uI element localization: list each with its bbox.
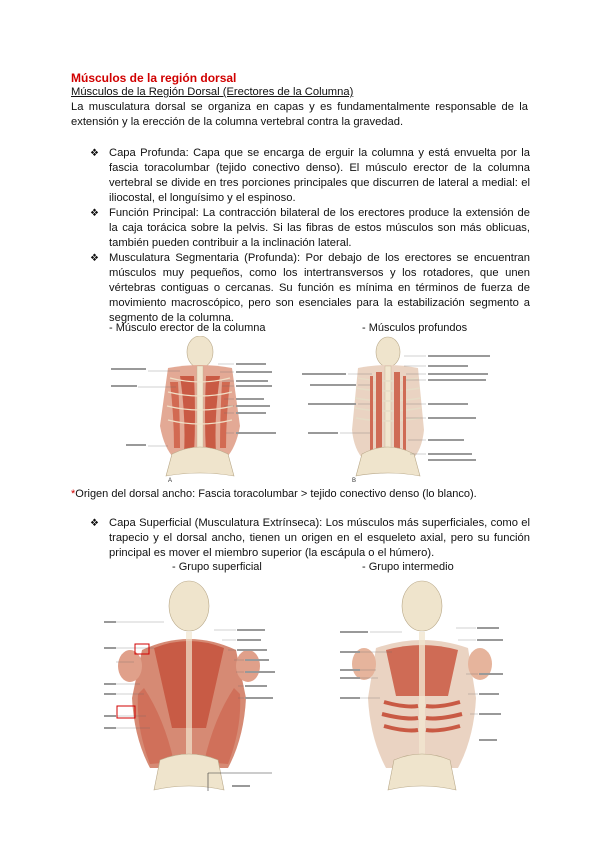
bullet-item — [90, 251, 530, 326]
figure-letter-a: A — [168, 478, 173, 484]
intermediate-group-illustration — [336, 578, 512, 800]
diamond-bullet-icon: ❖ — [90, 148, 99, 159]
caption-erector: - Músculo erector de la columna — [109, 322, 266, 334]
caption-profundos: - Músculos profundos — [362, 322, 468, 334]
erector-spinae-illustration — [108, 336, 283, 484]
footnote-star: * — [71, 488, 76, 500]
bullet-item — [90, 516, 530, 561]
caption-intermedio: - Grupo intermedio — [362, 561, 454, 573]
diamond-bullet-icon: ❖ — [90, 208, 99, 219]
figure-letter-b: B — [352, 478, 357, 484]
footnote-text: Origen del dorsal ancho: Fascia toracolumbar > tejido conectivo denso (lo blanco). — [75, 488, 477, 500]
bullet-text: Capa Profunda: Capa que se encarga de erguir la columna y está envuelta por la fascia toracolumbar (tejido conectivo denso). El músculo erector de la columna vertebral se divide en tres porciones principales que discurren de lateral a medial: el iliocostal, el longuísimo y el espinoso. — [109, 147, 530, 204]
page-title: Músculos de la región dorsal — [71, 71, 237, 85]
diamond-bullet-icon: ❖ — [90, 518, 99, 529]
caption-superficial: - Grupo superficial — [172, 561, 262, 573]
bullet-text: Función Principal: La contracción bilateral de los erectores produce la extensión de la caja torácica sobre la pelvis. Si las fibras de estos músculos son más oblicuas, también pueden contribuir a la inclinación lateral. — [109, 207, 530, 249]
intro-paragraph: La musculatura dorsal se organiza en capas y es fundamentalmente responsable de la extensión y la erección de la columna vertebral contra la gravedad. — [71, 101, 528, 128]
bullet-text: Capa Superficial (Musculatura Extrínseca): Los músculos más superficiales, como el trapecio y el dorsal ancho, tienen un origen en el esqueleto axial, pero su función principal es mover el miembro superior (la escápula o el húmero). — [109, 517, 530, 559]
bullet-item — [90, 146, 530, 206]
bullet-text: Musculatura Segmentaria (Profunda): Por debajo de los erectores se encuentran músculos muy pequeños, como los intertransversos y los rotadores, que unen vértebras contiguas o cercanas. Su función es mínima en términos de fuerza de movimiento macroscópico, pero son esenciales para la estabilización segmento a segmento de la columna. — [109, 252, 530, 324]
superficial-group-illustration — [104, 578, 290, 800]
deep-muscles-illustration — [300, 336, 500, 484]
section-subtitle: Músculos de la Región Dorsal (Erectores de la Columna) — [71, 86, 354, 98]
footnote — [71, 488, 477, 500]
bullet-item — [90, 206, 530, 251]
diamond-bullet-icon: ❖ — [90, 253, 99, 264]
